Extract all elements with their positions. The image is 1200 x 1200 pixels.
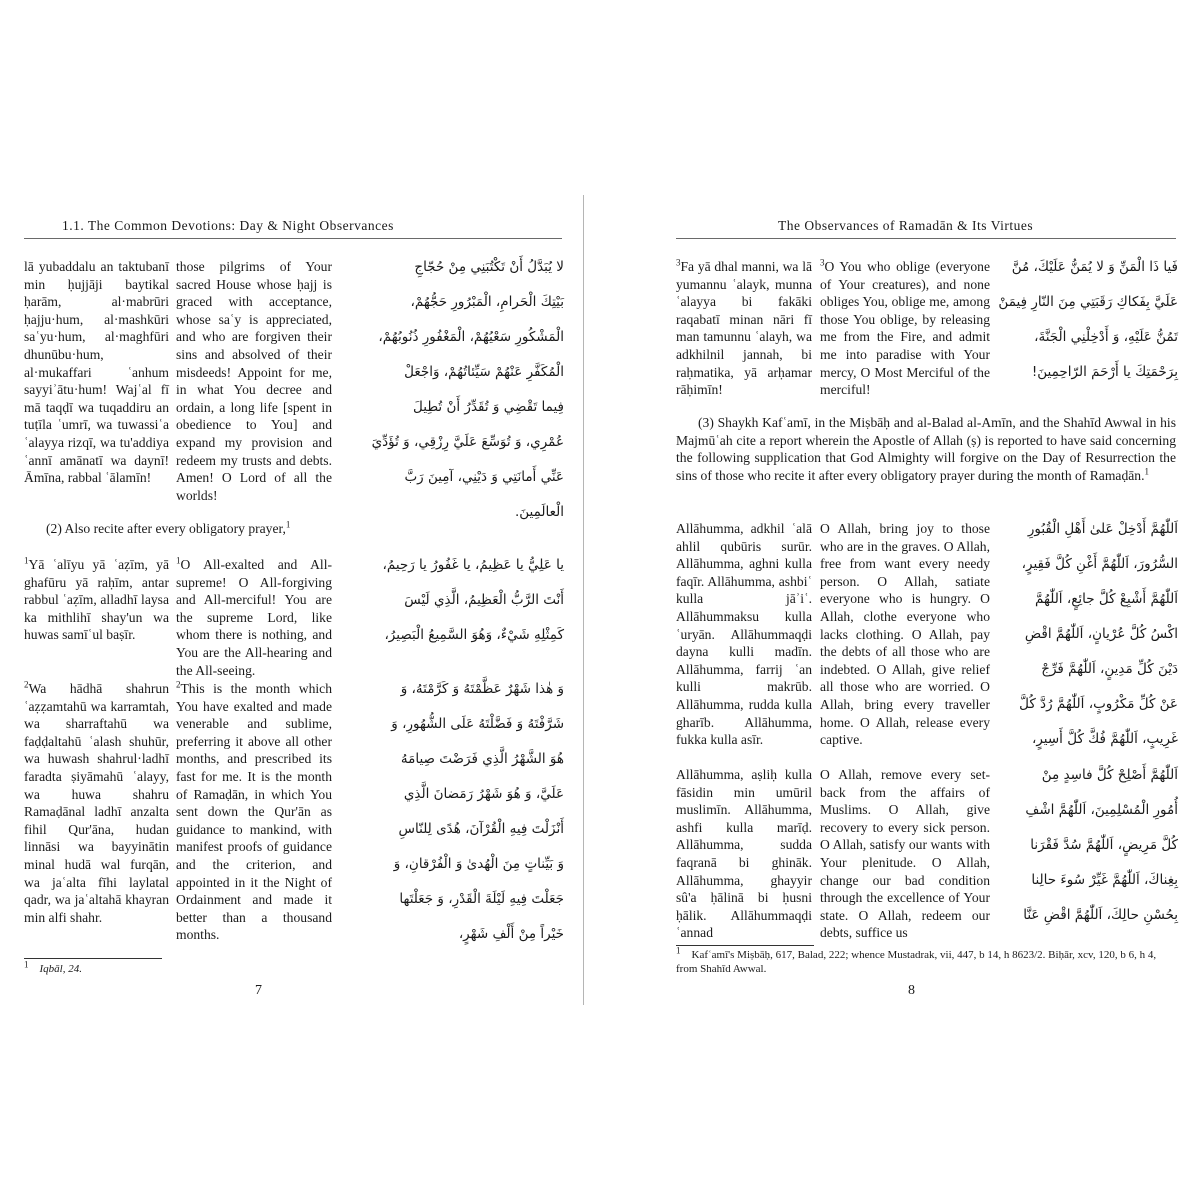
- arabic-line: كُلَّ مَرِيضٍ، اَللّٰهُمَّ سُدَّ فَقْرَنا: [1030, 837, 1178, 853]
- left-page: [0, 0, 585, 1200]
- running-header: 1.1. The Common Devotions: Day & Night Observances: [62, 218, 394, 233]
- running-header: The Observances of Ramadān & Its Virtues: [778, 218, 1034, 233]
- arabic-line: لا يُبَدَّلُ أَنْ تَكْتُبَنِي مِنْ حُجّاجِ: [414, 259, 564, 275]
- header-rule: [676, 238, 1176, 239]
- arabic-line: كَمِثْلِهِ شَيْءٌ، وَهُوَ السَّمِيعُ الْبَصِيرُ،: [384, 627, 564, 643]
- arabic-block: [338, 250, 564, 530]
- arabic-line: اَللّٰهُمَّ أَصْلِحْ كُلَّ فاسِدٍ مِنْ: [1041, 767, 1178, 783]
- arabic-line: بِرَحْمَتِكَ يا أَرْحَمَ الرّاحِمِينَ!: [1031, 364, 1178, 380]
- arabic-line: عَلَيَّ، وَ هُوَ شَهْرُ رَمَضانَ الَّذِي: [403, 786, 564, 802]
- translation-block: $^2$This is the month which You have exalted and made venerable and sublime, preferring it above all other months, and prescribed its fast for me. It is the month of Ramaḍān, in which You sent down the Qur'ān as guidance to mankind, with manifest proofs of guidance and the criterion, and appointed in it the Night of Ordainment and made it better than a thousand months.: [176, 679, 332, 943]
- translation-block: O Allah, remove every set-back from the affairs of Muslims. O Allah, give recovery to every sick person. O Allah, satisfy our wants with Your plenitude. O Allah, change our bad condition through the excellence of Your state. O Allah, redeem our debts, suffice us: [820, 767, 990, 941]
- arabic-line: خَيْراً مِنْ أَلْفِ شَهْرٍ،: [458, 926, 564, 942]
- arabic-line: عَنْ كُلِّ مَكْرُوبٍ، اَللّٰهُمَّ رُدَّ كُلَّ: [1019, 696, 1178, 712]
- footnote: $^1$ Kafʿamī's Miṣbāḥ, 617, Balad, 222; whence Mustadrak, vii, 447, b 14, h 8623/2. Biḥār, xcv, 120, b 6, h 4, from Shahīd Awwal.: [676, 945, 1157, 975]
- arabic-line: بِغِناكَ، اَللّٰهُمَّ غَيِّرْ سُوءَ حالِنا: [1031, 872, 1178, 888]
- arabic-line: يا عَلِيُّ يا عَظِيمُ، يا غَفُورُ يا رَحِيمُ،: [382, 557, 564, 573]
- arabic-block: [996, 512, 1178, 757]
- arabic-line: الْمُكَفَّرِ عَنْهُمْ سَيِّئاتُهُمْ، وَاجْعَلْ: [404, 364, 564, 380]
- transliteration-block: $^1$Yā ʿalīyu yā ʿaẓīm, yā ghafūru yā raḥīm, antar rabbul ʿaẓīm, alladhī laysa ka mithlihī shay'un wa huwas samīʿul baṣīr.: [24, 555, 169, 643]
- translation-block: $^1$O All-exalted and All-supreme! O All-forgiving and All-merciful! You are the supreme Lord, like whom there is nothing, and You are the All-hearing and the All-seeing.: [176, 555, 332, 678]
- arabic-line: اَللّٰهُمَّ أَدْخِلْ عَلىٰ أَهْلِ الْقُبُورِ: [1027, 521, 1178, 537]
- page-number: 8: [908, 983, 915, 998]
- arabic-line: عَلَيَّ بِفَكاكِ رَقَبَتِي مِنَ النّارِ فِيمَنْ: [998, 294, 1178, 310]
- arabic-line: غَرِيبٍ، اَللّٰهُمَّ فُكَّ كُلَّ أَسِيرٍ،: [1031, 731, 1178, 747]
- arabic-line: عَنِّي أَمانَتِي وَ دَيْنِي، آمِينَ رَبَّ: [404, 469, 564, 485]
- transliteration-block: $^3$Fa yā dhal manni, wa lā yumannu ʿalayk, munna ʿalayya bi fakāki raqabatī minan nāri fī man tamunnu ʿalayh, wa adkhilnil jannah, bi raḥmatika, yā arḥamar rāḥimīn!: [676, 257, 812, 398]
- arabic-line: جَعَلْتَ فِيهِ لَيْلَةَ الْقَدْرِ، وَ جَعَلْتَها: [399, 891, 564, 907]
- arabic-block: [996, 758, 1178, 933]
- translation-block: those pilgrims of Your sacred House whose ḥajj is graced with acceptance, whose saʿy is appreciated, and who are forgiven their sins and absolved of their misdeeds! Appoint for me, in what You decree and ordain, a long life [spent in obedience to You] and expand my provision and redeem my trusts and debts. Amen! O Lord of all the worlds!: [176, 259, 332, 503]
- arabic-line: أَنْزَلْتَ فِيهِ الْقُرْآنَ، هُدًى لِلنّاسِ: [398, 821, 564, 837]
- translation-block: $^3$O You who oblige (everyone of Your creatures), and none obliges You, oblige me, among those You oblige, by releasing me from the Fire, and admit me into paradise with Your mercy, O Most Merciful of the merciful!: [820, 257, 990, 398]
- arabic-line: هُوَ الشَّهْرُ الَّذِي فَرَضْتَ صِيامَهُ: [400, 751, 564, 767]
- transliteration-block: Allāhumma, aṣliḥ kulla fāsidin min umūril muslimīn. Allāhumma, ashfi kulla marīḍ. Allāhumma, sudda faqranā bi ghināk. Allāhumma, ghayyir sû'a ḥālinā bi ḥusni ḥālik. Allāhummaqḍi ʿannad: [676, 767, 812, 941]
- arabic-line: وَ بَيِّناتٍ مِنَ الْهُدىٰ وَ الْفُرْقانِ، وَ: [393, 856, 564, 872]
- arabic-line: اَللّٰهُمَّ أَشْبِعْ كُلَّ جائِعٍ، اَللّٰهُمَّ: [1035, 591, 1178, 607]
- arabic-block: [996, 250, 1178, 390]
- arabic-line: بِحُسْنِ حالِكَ، اَللّٰهُمَّ اقْضِ عَنَّا: [1023, 907, 1178, 923]
- arabic-line: الْمَشْكُورِ سَعْيُهُمْ، الْمَغْفُورِ ذُنُوبُهُمْ،: [378, 329, 564, 345]
- arabic-block: [338, 672, 564, 952]
- footnote-rule: [676, 945, 814, 946]
- arabic-line: شَرَّفْتَهُ وَ فَضَّلْتَهُ عَلَى الشُّهُورِ، وَ: [391, 716, 564, 732]
- arabic-line: عُمْرِي، وَ تُوَسِّعَ عَلَيَّ رِزْقِي، وَ تُؤَدِّيَ: [371, 434, 564, 450]
- transliteration-block: $^2$Wa hādhā shahrun ʿaẓẓamtahū wa karramtah, wa sharraftahū wa faḍḍaltahū ʿalash shuhūr, wa huwash shahrul·ladhī faradta ṣiyāmahū ʿalayy, wa huwa shahru Ramaḍānal ladhī anzalta fihil Qur'āna, hudan linnāsi wa bayyinātin minal hudā wal furqān, wa jaʿalta fīhi laylatal qadr, wa jaʿaltahā khayran min alfi shahr.: [24, 679, 169, 925]
- page-number: 7: [255, 983, 262, 998]
- arabic-line: أُمُورِ الْمُسْلِمِينَ، اَللّٰهُمَّ اشْفِ: [1025, 802, 1178, 818]
- arabic-line: وَ هٰذا شَهْرٌ عَظَّمْتَهُ وَ كَرَّمْتَهُ، وَ: [400, 681, 564, 697]
- header-rule: [24, 238, 562, 239]
- arabic-line: فَيا ذَا الْمَنِّ وَ لا يُمَنُّ عَلَيْكَ، مُنَّ: [1011, 259, 1178, 275]
- instruction-paragraph: (3) Shaykh Kafʿamī, in the Miṣbāḥ and al-Balad al-Amīn, and the Shahīd Awwal in his Majmūʿah cite a report wherein the Apostle of Allah (ṣ) is reported to have said concerning the following supplication that God Almighty will forgive on the Day of Resurrection the sins of those who recite it after every obligatory prayer during the month of Ramaḍān.$^1$: [676, 415, 1176, 483]
- instruction-paragraph: (2) Also recite after every obligatory prayer,$^1$: [46, 519, 291, 536]
- arabic-block: [338, 548, 564, 653]
- translation-block: O Allah, bring joy to those who are in the graves. O Allah, free from want every needy person. O Allah, satiate everyone who is hungry. O Allah, clothe everyone who lacks clothing. O Allah, pay the debts of all those who are indebted. O Allah, give relief all those who are worried. O Allah, bring every traveller home. O Allah, release every captive.: [820, 521, 990, 748]
- arabic-line: دَيْنَ كُلِّ مَدِينٍ، اَللّٰهُمَّ فَرِّجْ: [1041, 661, 1178, 677]
- arabic-line: السُّرُورَ، اَللّٰهُمَّ أَغْنِ كُلَّ فَقِيرٍ،: [1021, 556, 1178, 572]
- footnote-rule: [24, 958, 162, 959]
- arabic-line: تَمُنُّ عَلَيْهِ، وَ أَدْخِلْنِي الْجَنَّةَ،: [1034, 329, 1178, 345]
- right-page: [592, 0, 1200, 1200]
- arabic-line: بَيْتِكَ الْحَرامِ، الْمَبْرُورِ حَجُّهُمْ،: [410, 294, 564, 310]
- footnote: $^1$ Iqbāl, 24.: [24, 959, 82, 975]
- arabic-line: اكْسُ كُلَّ عُرْيانٍ، اَللّٰهُمَّ اقْضِ: [1024, 626, 1178, 642]
- arabic-line: الْعالَمِينَ.: [514, 504, 564, 520]
- arabic-line: أَنْتَ الرَّبُّ الْعَظِيمُ، الَّذِي لَيْسَ: [404, 592, 564, 608]
- transliteration-block: lā yubaddalu an taktubanī min ḥujjāji baytikal ḥarām, al·mabrūri ḥajju·hum, al·mashkūri saʿyu·hum, al·maghfūri dhunūbu·hum, al·mukaffari ʿanhum sayyiʾātu·hum! Wajʿal fī mā taqḍī wa tuqaddiru an tuṭīla ʿumrī, wa tuwassiʿa ʿalayya rizqī, wa tu'addiya ʿannī amānatī wa daynī! Āmīna, rabbal ʿālamīn!: [24, 259, 169, 486]
- arabic-line: فِيما تَقْضِي وَ تُقَدِّرُ أَنْ تُطِيلَ: [413, 399, 564, 415]
- transliteration-block: Allāhumma, adkhil ʿalā ahlil qubūris surūr. Allāhumma, aghni kulla faqīr. Allāhumma, ashbiʿ kulla jāʾiʿ. Allāhummaksu kulla ʿuryān. Allāhummaqḍi dayna kulli madīn. Allāhumma, farrij ʿan kulli makrūb. Allāhumma, rudda kulla gharīb. Allāhumma, fukka kulla asīr.: [676, 521, 812, 748]
